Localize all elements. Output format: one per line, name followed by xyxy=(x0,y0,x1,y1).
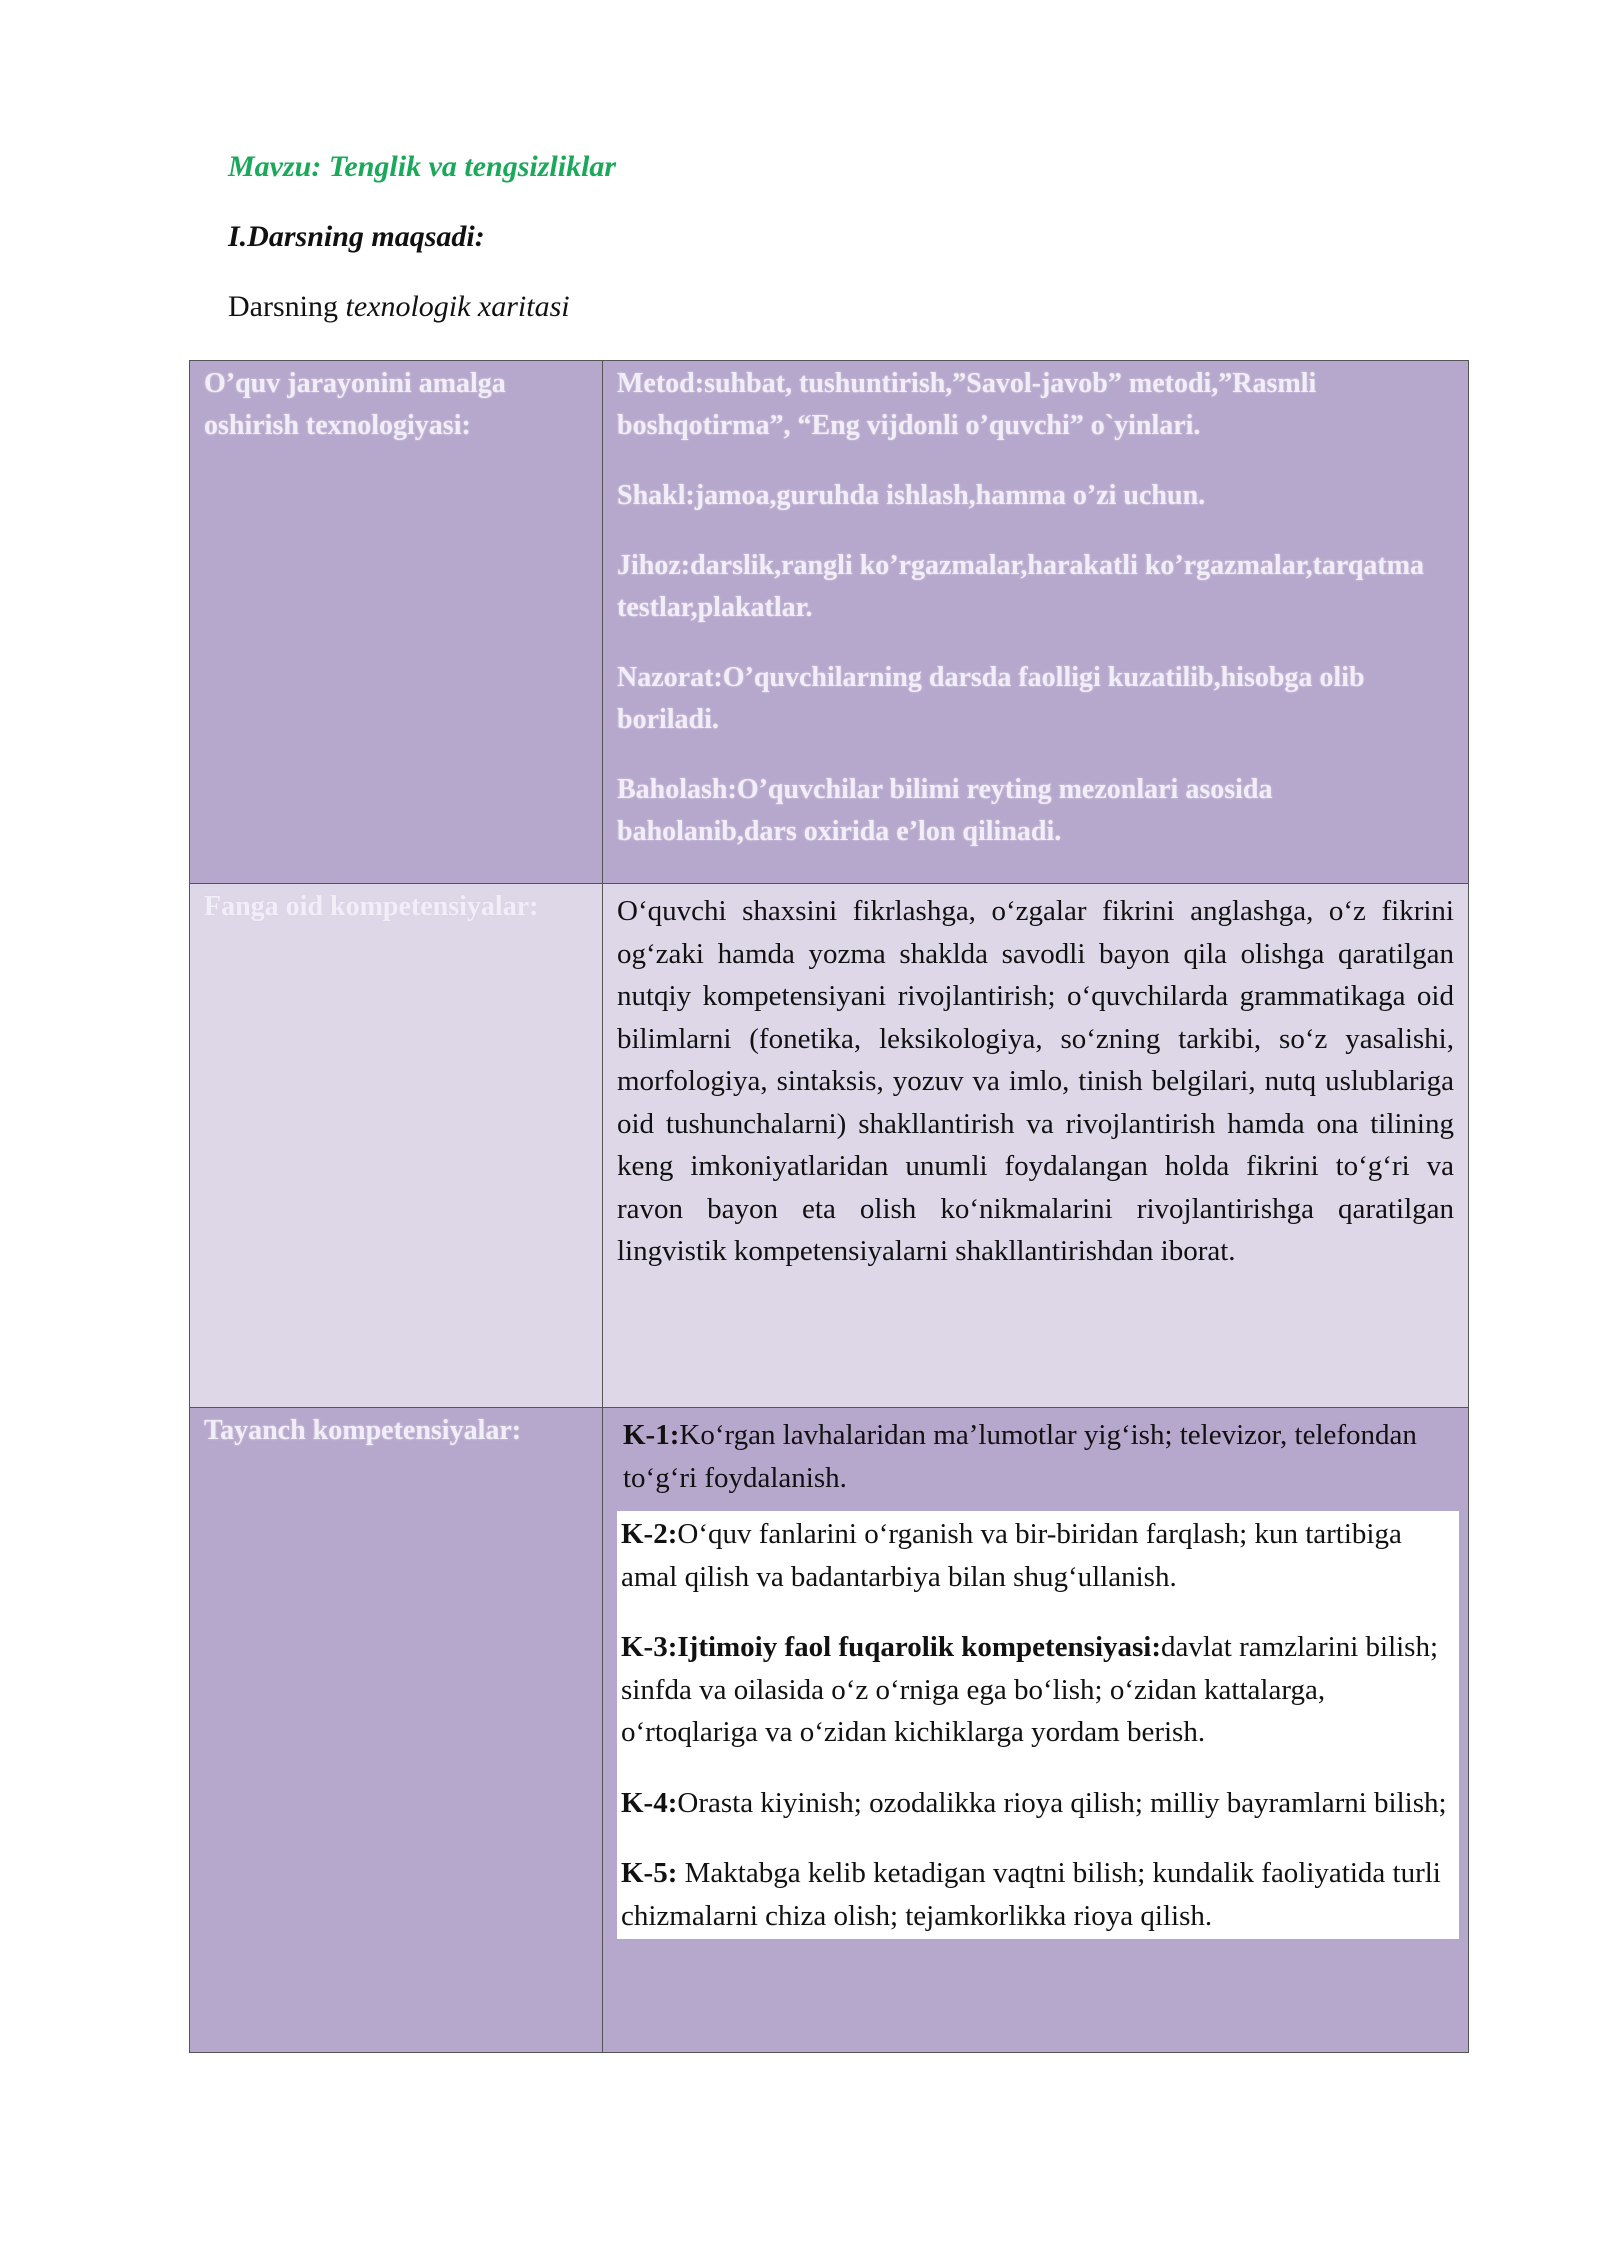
k1-key: K-1: xyxy=(623,1419,680,1451)
k4-text: Orasta kiyinish; ozodalikka rioya qilish; milliy bayramlarni bilish; xyxy=(677,1786,1447,1819)
row2-content-cell xyxy=(603,884,1469,1408)
row1-label-cell xyxy=(190,361,603,884)
technological-map-table xyxy=(189,360,1469,2053)
row1-label: O’quv jarayonini amalga oshirish texnologiyasi: xyxy=(204,368,506,441)
method-paragraph: Metod:suhbat, tushuntirish,”Savol-javob” metodi,”Rasmli boshqotirma”, “Eng vijdonli o’quvchi” o`yinlari. xyxy=(617,368,1317,441)
row3-label-cell xyxy=(190,1408,603,2053)
row2-label-cell xyxy=(190,884,603,1408)
k5-key: K-5: xyxy=(621,1857,678,1889)
assessment-paragraph: Baholash:O’quvchilar bilimi reyting mezonlari asosida baholanib,dars oxirida e’lon qilinadi. xyxy=(617,774,1273,847)
row3-label: Tayanch kompetensiyalar: xyxy=(204,1415,522,1446)
k5-competency xyxy=(621,1852,1455,1937)
table-row xyxy=(190,1408,1469,2053)
competency-box xyxy=(617,1511,1459,1939)
form-paragraph: Shakl:jamoa,guruhda ishlash,hamma o’zi uchun. xyxy=(617,480,1206,511)
subtitle-italic: texnologik xaritasi xyxy=(345,290,570,323)
lesson-goal-heading: I.Darsning maqsadi: xyxy=(228,220,485,253)
k3-competency xyxy=(621,1626,1455,1754)
control-paragraph: Nazorat:O’quvchilarning darsda faolligi kuzatilib,hisobga olib boriladi. xyxy=(617,662,1365,735)
lesson-title: Mavzu: Tenglik va tengsizliklar xyxy=(228,150,617,183)
technological-map-heading xyxy=(228,290,570,324)
k4-competency xyxy=(621,1782,1455,1825)
k1-text: Ko‘rgan lavhalaridan ma’lumotlar yig‘ish; televizor, telefondan to‘g‘ri foydalanish. xyxy=(623,1419,1417,1494)
subtitle-plain: Darsning xyxy=(228,290,338,323)
k3-key: K-3:Ijtimoiy faol fuqarolik kompetensiyasi: xyxy=(621,1631,1161,1663)
k2-competency xyxy=(621,1513,1455,1598)
table-row xyxy=(190,361,1469,884)
k4-key: K-4: xyxy=(621,1786,678,1819)
k3-text: davlat ramzlarini bilish; sinfda va oilasida o‘z o‘rniga ega bo‘lish; o‘zidan kattalarga, o‘rtoqlariga va o‘zidan kichiklarga yordam berish. xyxy=(621,1631,1439,1748)
row3-content-cell xyxy=(603,1408,1469,2053)
table-row xyxy=(190,884,1469,1408)
k2-text: O‘quv fanlarini o‘rganish va bir-biridan farqlash; kun tartibiga amal qilish va badantarbiya bilan shug‘ullanish. xyxy=(621,1518,1402,1593)
row1-content xyxy=(603,361,1468,883)
k1-competency xyxy=(617,1410,1454,1499)
k5-text: Maktabga kelib ketadigan vaqtni bilish; kundalik faoliyatida turli chizmalarni chiza olish; tejamkorlikka rioya qilish. xyxy=(621,1857,1441,1932)
equipment-paragraph: Jihoz:darslik,rangli ko’rgazmalar,harakatli ko’rgazmalar,tarqatma testlar,plakatlar. xyxy=(617,550,1425,623)
row1-content-cell xyxy=(603,361,1469,884)
k2-key: K-2: xyxy=(621,1518,678,1550)
subject-competencies-text: O‘quvchi shaxsini fikrlashga, o‘zgalar fikrini anglashga, o‘z fikrini og‘zaki hamda yozma shaklda savodli bayon qila olishga qaratilgan nutqiy kompetensiyani rivojlantirish; o‘quvchilarda grammatikaga oid bilimlarni (fonetika, leksikologiya, so‘zning tarkibi, so‘z yasalishi, morfologiya, sintaksis, yozuv va imlo, tinish belgilari, nutq uslublariga oid tushunchalarni) shakllantirish va rivojlantirish hamda ona tilining keng imkoniyatlaridan unumli foydalangan holda fikrini to‘g‘ri va ravon bayon eta olish ko‘nikmalarini rivojlantirishga qaratilgan lingvistik kompetensiyalarni shakllantirishdan iborat. xyxy=(617,895,1454,1267)
row2-label: Fanga oid kompetensiyalar: xyxy=(204,891,539,922)
